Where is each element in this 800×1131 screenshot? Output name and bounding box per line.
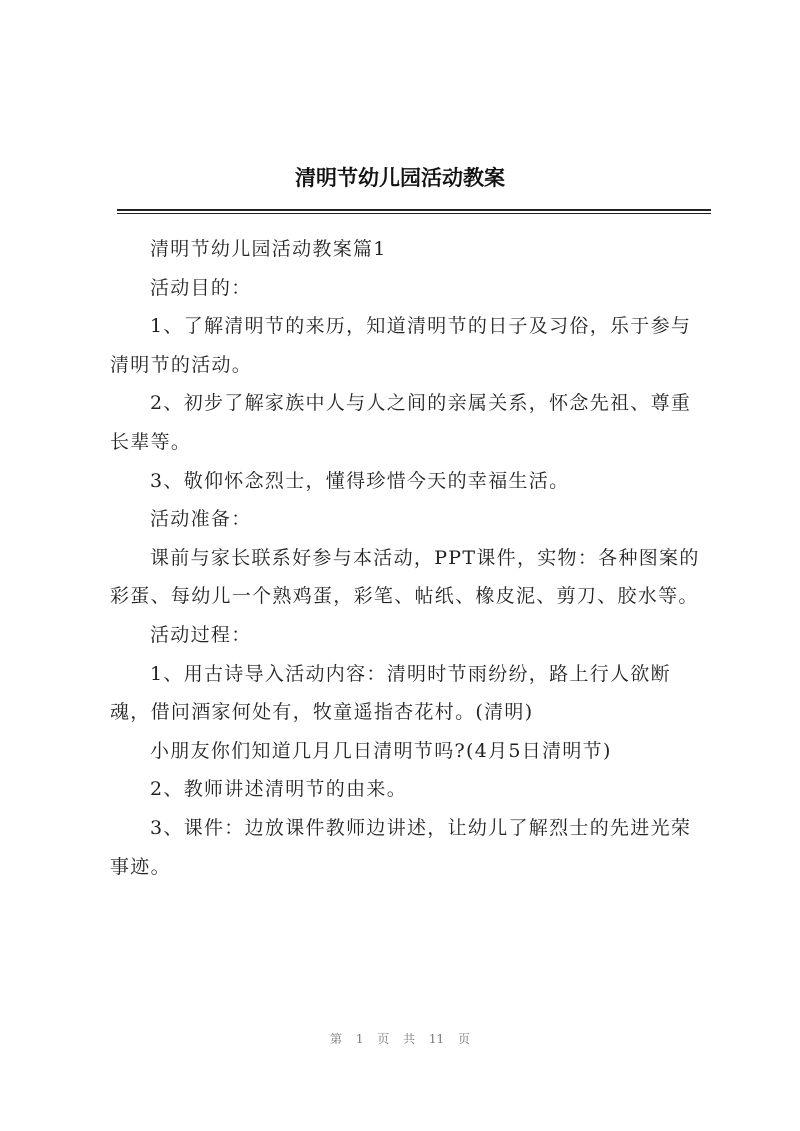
paragraph: 活动准备： xyxy=(150,508,252,531)
paragraph: 活动过程： xyxy=(150,623,252,646)
title-divider-thin xyxy=(117,213,711,214)
paragraph: 小朋友你们知道几月几日清明节吗?(4月5日清明节) xyxy=(150,739,612,762)
paragraph: 1、用古诗导入活动内容：清明时节雨纷纷，路上行人欲断魂，借问酒家何处有，牧童遥指杏花村。(清明) xyxy=(110,662,671,724)
page-title: 清明节幼儿园活动教案 xyxy=(295,165,505,190)
paragraph: 2、初步了解家族中人与人之间的亲属关系，怀念先祖、尊重长辈等。 xyxy=(110,392,692,453)
paragraph: 3、敬仰怀念烈士，懂得珍惜今天的幸福生活。 xyxy=(150,469,570,492)
paragraph: 2、教师讲述清明节的由来。 xyxy=(150,778,407,801)
paragraph: 课前与家长联系好参与本活动，PPT课件，实物：各种图案的彩蛋、每幼儿一个熟鸡蛋，彩笔、帖纸、橡皮泥、剪刀、胶水等。 xyxy=(110,546,700,608)
paragraph: 活动目的： xyxy=(150,276,252,299)
document-body xyxy=(110,230,704,886)
paragraph: 1、了解清明节的来历，知道清明节的日子及习俗，乐于参与清明节的活动。 xyxy=(110,315,692,376)
section-heading: 清明节幼儿园活动教案篇1 xyxy=(150,238,387,260)
paragraph: 3、课件：边放课件教师边讲述，让幼儿了解烈士的先进光荣事迹。 xyxy=(110,816,692,878)
title-divider xyxy=(117,209,711,211)
page-footer: 第 1 页 共 11 页 xyxy=(330,1032,470,1046)
